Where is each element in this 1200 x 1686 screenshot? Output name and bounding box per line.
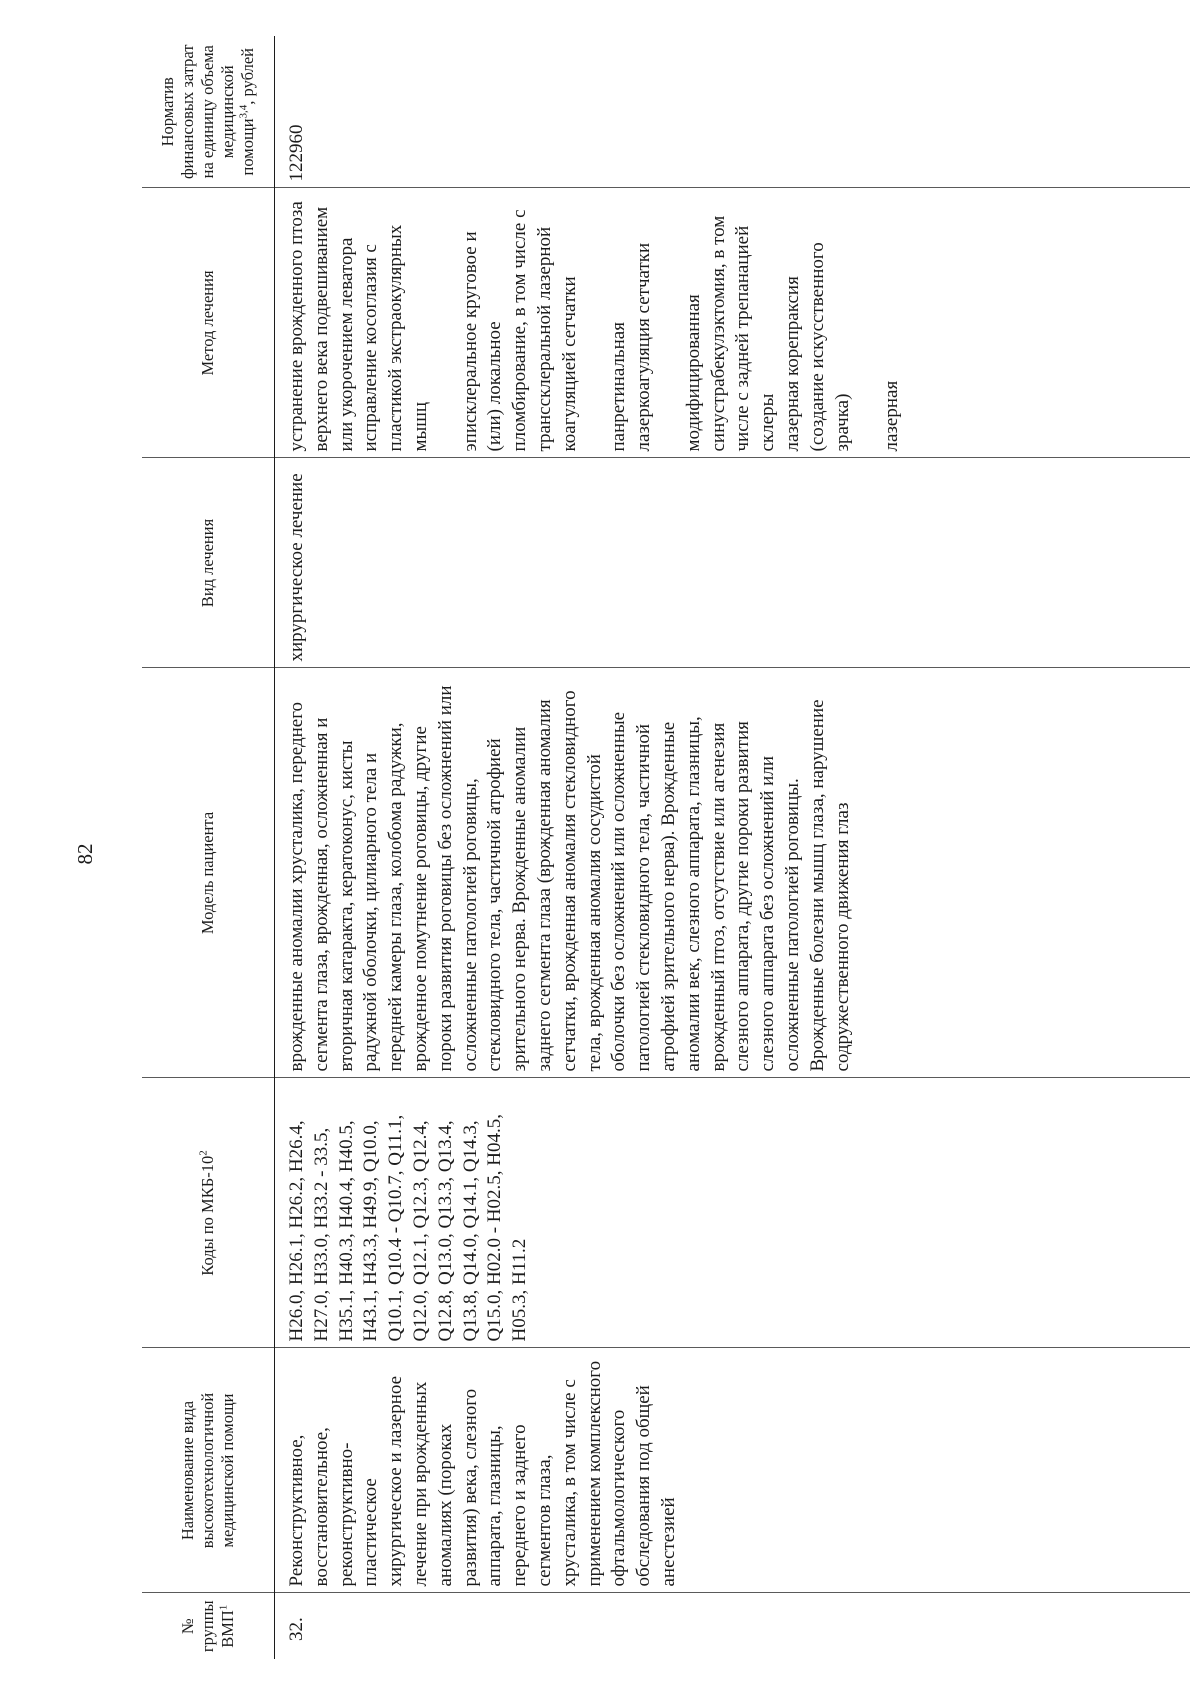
method-item: устранение врожденного птоза верхнего века подвешиванием или укорочением леватора <box>286 201 357 452</box>
table-row <box>275 36 1191 1659</box>
header-treatment-type: Вид лечения <box>142 458 275 668</box>
cell-treatment-method <box>275 188 1191 458</box>
header-treatment-method: Метод лечения <box>142 188 275 458</box>
header-icd-codes: Коды по МКБ-$10^2$ <box>142 1078 275 1348</box>
method-item: лазерная <box>881 380 903 452</box>
cell-vmp-name: Реконструктивное, восстановительное, реконструктивно-пластическое хирургическое и лазерное лечение при врожденных аномалиях (пороках развития) века, слезного аппарата, глазницы, переднего и заднего сегментов глаза, хрусталика, в том числе с применением комплексного офтальмологического обследования под общей анестезией <box>275 1348 1191 1593</box>
method-item: модифицированная синустрабекулэктомия, в том числе с задней трепанацией склеры <box>682 215 779 452</box>
method-item: эписклеральное круговое и (или) локальное пломбирование, в том числе с транссклеральной лазерной коагуляцией сетчатки <box>459 209 580 452</box>
table-header-row <box>142 36 275 1659</box>
vmp-table-sheet <box>142 36 1185 1659</box>
cell-treatment-type: хирургическое лечение <box>275 458 1191 668</box>
header-group-no: № группы ВМП$^1$ <box>142 1593 275 1659</box>
header-patient-model: Модель пациента <box>142 668 275 1078</box>
header-vmp-name: Наименование вида высокотехнологичной медицинской помощи <box>142 1348 275 1593</box>
vmp-table <box>142 36 1190 1659</box>
method-item: исправление косоглазия с пластикой экстраокулярных мышц <box>360 224 431 452</box>
method-item: лазерная корепраксия (создание искусственного зрачка) <box>781 242 853 452</box>
cell-group-no: 32. <box>286 1617 307 1641</box>
cell-patient-model: врожденные аномалии хрусталика, переднего сегмента глаза, врожденная, осложненная и вторичная катаракта, кератоконус, кисты радужной оболочки, цилиарного тела и передней камеры глаза, колобома радужки, врожденное помутнение роговицы, другие пороки развития роговицы без осложнений или осложненные патологией роговицы, стекловидного тела, частичной атрофией зрительного нерва. Врожденные аномалии заднего сегмента глаза (врожденная аномалия сетчатки, врожденная аномалия стекловидного тела, врожденная аномалия сосудистой оболочки без осложнений или осложненные патологией стекловидного тела, частичной атрофией зрительного нерва). Врожденные аномалии век, слезного аппарата, глазницы, врожденный птоз, отсутствие или агенезия слезного аппарата, другие пороки развития слезного аппарата без осложнений или осложненные патологией роговицы. Врожденные болезни мышц глаза, нарушение содружественного движения глаз <box>275 668 1191 1078</box>
method-item: панретинальная лазеркоагуляция сетчатки <box>608 242 655 452</box>
cell-cost-norm: 122960 <box>275 36 1191 188</box>
page-number: 82 <box>72 843 97 865</box>
header-cost-norm: Норматив финансовых затрат на единицу объема медицинской помощи$^{3,4}$, рублей <box>142 36 275 188</box>
cell-icd-codes: H26.0, H26.1, H26.2, H26.4, H27.0, H33.0, H33.2 - 33.5, H35.1, H40.3, H40.4, H40.5, H43.1, H43.3, H49.9, Q10.0, Q10.1, Q10.4 - Q10.7, Q11.1, Q12.0, Q12.1, Q12.3, Q12.4, Q12.8, Q13.0, Q13.3, Q13.4, Q13.8, Q14.0, Q14.1, Q14.3, Q15.0, H02.0 - H02.5, H04.5, H05.3, H11.2 <box>275 1078 1191 1348</box>
